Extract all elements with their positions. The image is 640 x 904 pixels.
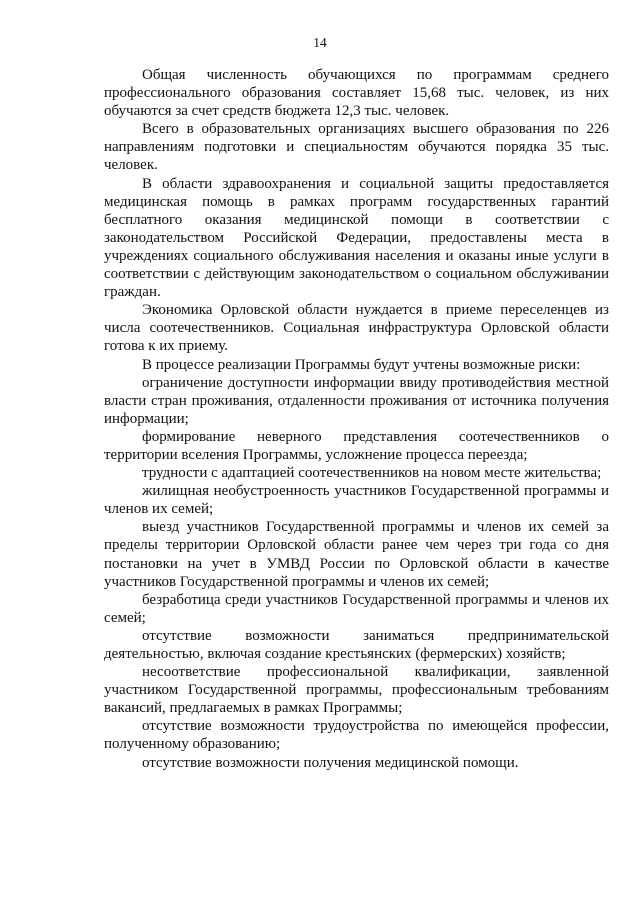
risk-item-qualification-mismatch: несоответствие профессиональной квалификации, заявленной участником Государственной программы, профессиональным требованиям вакансий, предлагаемых в рамках Программы; (104, 664, 609, 717)
paragraph-economy-needs: Экономика Орловской области нуждается в приеме переселенцев из числа соотечественников. Социальная инфраструктура Орловской области готова к их приему. (104, 302, 609, 355)
risk-item-early-departure: выезд участников Государственной программы и членов их семей за пределы территории Орловской области ранее чем через три года со дня постановки на учет в УМВД России по Орловской области в качестве участников Государственной программы и членов их семей; (104, 519, 609, 590)
paragraph-vocational-students: Общая численность обучающихся по программам среднего профессионального образования составляет 15,68 тыс. человек, из них обучаются за счет средств бюджета 12,3 тыс. человек. (104, 67, 609, 120)
risk-item-entrepreneurship: отсутствие возможности заниматься предпринимательской деятельностью, включая создание крестьянских (фермерских) хозяйств; (104, 627, 609, 662)
paragraph-risks-intro: В процессе реализации Программы будут учтены возможные риски: (142, 356, 581, 373)
risk-item-employment: отсутствие возможности трудоустройства по имеющейся профессии, полученному образованию; (104, 718, 609, 753)
risk-item-housing: жилищная необустроенность участников Государственной программы и членов их семей; (104, 483, 609, 518)
document-body (104, 66, 609, 772)
paragraph-healthcare-social: В области здравоохранения и социальной защиты предоставляется медицинская помощь в рамках программ государственных гарантий бесплатного оказания медицинской помощи в соответствии с законодательством Российской Федерации, предоставлены места в учреждениях социального обслуживания населения и оказаны иные услуги в соответствии с действующим законодательством о социальном обслуживании граждан. (104, 175, 609, 301)
risk-item-unemployment: безработица среди участников Государственной программы и членов их семей; (104, 591, 609, 626)
risk-item-wrong-perception: формирование неверного представления соотечественников о территории вселения Программы, усложнение процесса переезда; (104, 428, 609, 463)
risk-item-medical-care: отсутствие возможности получения медицинской помощи. (142, 754, 519, 771)
risk-item-adaptation: трудности с адаптацией соотечественников на новом месте жительства; (142, 465, 602, 482)
paragraph-higher-education: Всего в образовательных организациях высшего образования по 226 направлениям подготовки и специальностям обучаются порядка 35 тыс. человек. (104, 121, 609, 174)
risk-item-information-access: ограничение доступности информации ввиду противодействия местной власти стран проживания, отдаленности проживания от источника получения информации; (104, 374, 609, 427)
page-number: 14 (313, 35, 327, 50)
